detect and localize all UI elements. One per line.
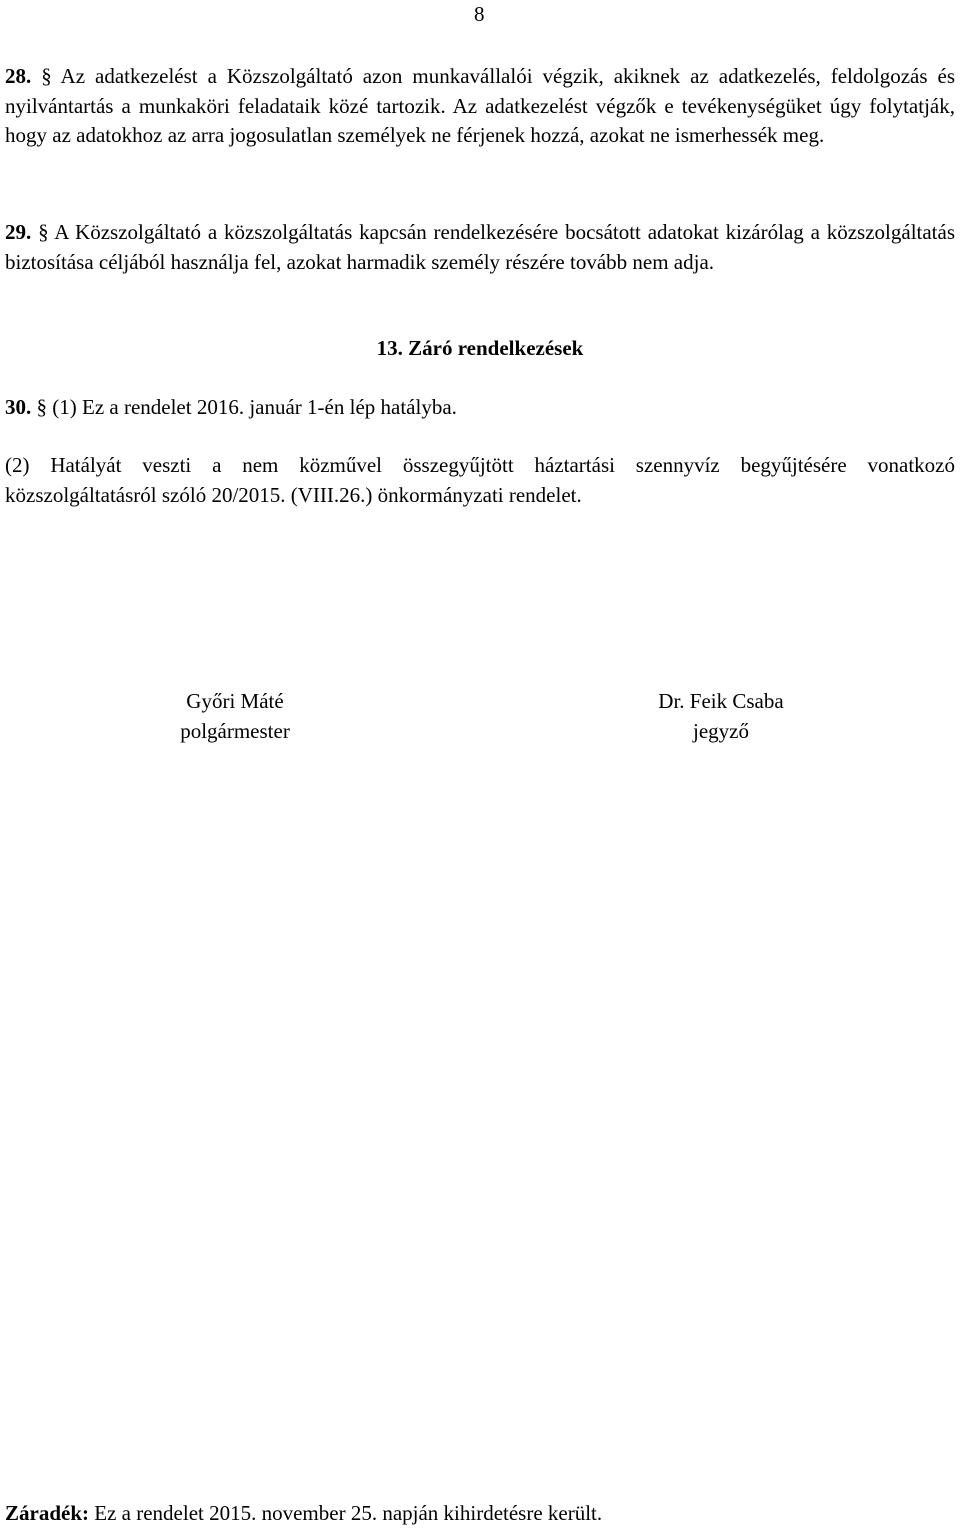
signature-notary <box>571 687 871 746</box>
signature-name: Győri Máté <box>186 689 284 713</box>
signature-title: polgármester <box>180 718 290 743</box>
signature-name: Dr. Feik Csaba <box>658 689 784 713</box>
section-30-subsection-2: (2) Hatályát veszti a nem közművel összegyűjtött háztartási szennyvíz begyűjtésére vonatkozó közszolgáltatásról szóló 20/2015. (VIII.26.) önkormányzati rendelet. <box>5 453 955 507</box>
section-number: 30. <box>5 395 32 419</box>
section-heading: 13. Záró rendelkezések <box>376 336 584 360</box>
section-30 <box>5 393 955 423</box>
section-text: (1) Ez a rendelet 2016. január 1-én lép hatályba. <box>47 395 457 419</box>
paragraph-sign: § <box>36 395 47 419</box>
page-number: 8 <box>474 2 485 26</box>
section-28 <box>5 62 955 151</box>
section-text: A Közszolgáltató a közszolgáltatás kapcsán rendelkezésére bocsátott adatokat kizárólag a közszolgáltatás biztosítása céljából használja fel, azokat harmadik személy részére tovább nem adja. <box>5 220 956 274</box>
paragraph-sign: § <box>41 64 52 88</box>
section-text: Az adatkezelést a Közszolgáltató azon munkavállalói végzik, akiknek az adatkezelés, feldolgozás és nyilvántartás a munkaköri feladataik közé tartozik. Az adatkezelést végzők e tevékenységüket úgy folytatják, hogy az adatokhoz az arra jogosulatlan személyek ne férjenek hozzá, azokat ne ismerhessék meg. <box>5 64 956 147</box>
section-number: 28. <box>5 64 32 88</box>
footer-clause <box>5 1501 602 1526</box>
section-number: 29. <box>5 220 32 244</box>
paragraph-sign: § <box>38 220 49 244</box>
footer-label: Záradék: <box>5 1501 89 1525</box>
signature-mayor <box>85 687 385 746</box>
signature-title: jegyző <box>693 718 749 743</box>
footer-text: Ez a rendelet 2015. november 25. napján kihirdetésre került. <box>89 1501 603 1525</box>
section-29 <box>5 218 955 277</box>
